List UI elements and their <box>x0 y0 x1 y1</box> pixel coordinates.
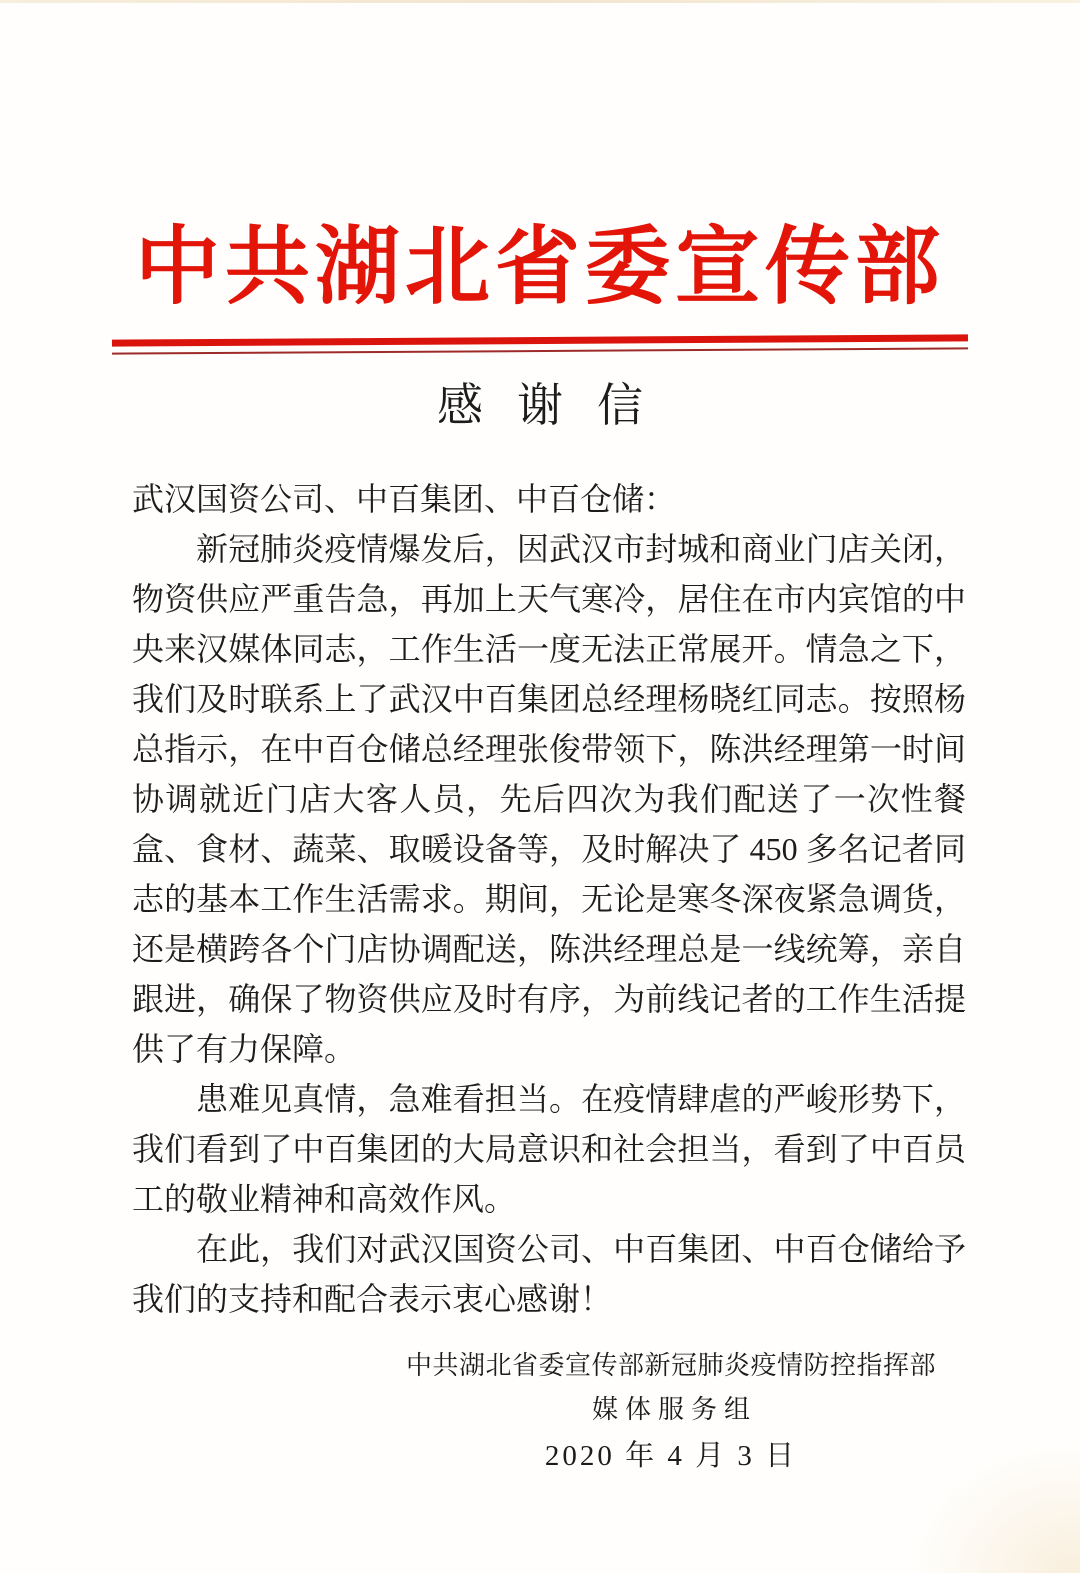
paragraph-1: 新冠肺炎疫情爆发后，因武汉市封城和商业门店关闭，物资供应严重告急，再加上天气寒冷，居住在市内宾馆的中央来汉媒体同志，工作生活一度无法正常展开。情急之下，我们及时联系上了武汉中百集团总经理杨晓红同志。按照杨总指示，在中百仓储总经理张俊带领下，陈洪经理第一时间协调就近门店大客人员，先后四次为我们配送了一次性餐盒、食材、蔬菜、取暖设备等，及时解决了 450 多名记者同志的基本工作生活需求。期间，无论是寒冬深夜紧急调货，还是横跨各个门店协调配送，陈洪经理总是一线统筹，亲自跟进，确保了物资供应及时有序，为前线记者的工作生活提供了有力保障。 <box>132 531 966 1067</box>
letter-title: 感谢信 <box>437 380 677 431</box>
signature-date-line: 2020 年 4 月 3 日 <box>544 1440 798 1472</box>
salutation-line: 武汉国资公司、中百集团、中百仓储： <box>132 481 677 517</box>
letter-body <box>132 474 966 1324</box>
signature-org-line: 中共湖北省委宣传部新冠肺炎疫情防控指挥部 <box>405 1351 936 1380</box>
letterhead-divider <box>112 334 968 354</box>
letterhead-org-title: 中共湖北省委宣传部 <box>134 221 945 315</box>
signature-group-line: 媒体服务组 <box>591 1395 757 1424</box>
signature-block <box>406 1344 936 1480</box>
divider-thin-line <box>112 347 968 354</box>
paragraph-3: 在此，我们对武汉国资公司、中百集团、中百仓储给予我们的支持和配合表示衷心感谢！ <box>132 1231 966 1317</box>
divider-thick-line <box>112 334 968 346</box>
paragraph-2: 患难见真情，急难看担当。在疫情肆虐的严峻形势下，我们看到了中百集团的大局意识和社会担当，看到了中百员工的敬业精神和高效作风。 <box>132 1081 966 1217</box>
